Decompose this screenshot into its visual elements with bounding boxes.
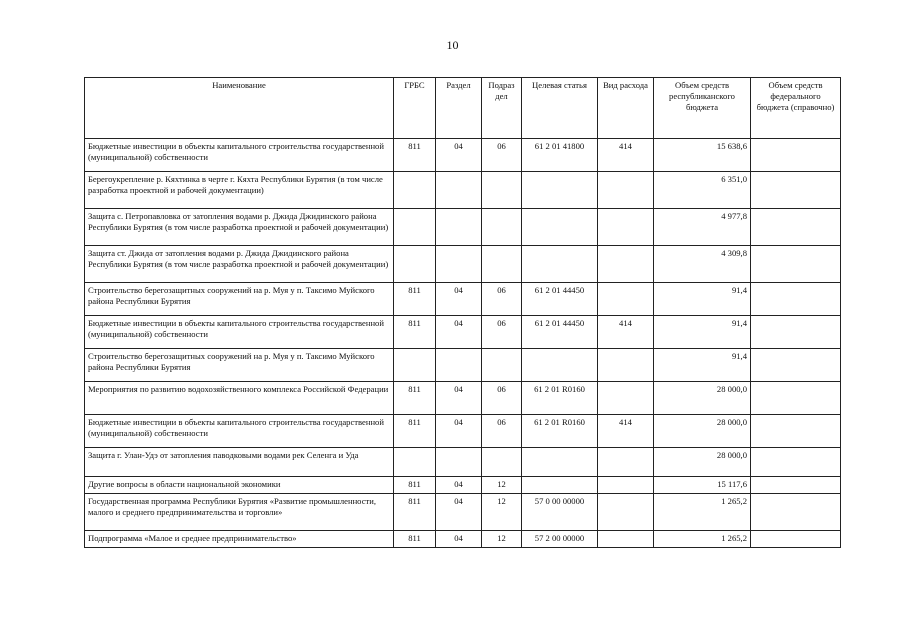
header-grbs: ГРБС: [394, 78, 436, 139]
cell-statya: [522, 246, 598, 283]
table-row: [85, 415, 841, 448]
cell-grbs: 811: [394, 415, 436, 448]
cell-federal-budget: [751, 172, 841, 209]
cell-statya: 61 2 01 R0160: [522, 382, 598, 415]
cell-name: Государственная программа Республики Бурятия «Развитие промышленности, малого и среднего предпринимательства и торговли»: [85, 494, 394, 531]
cell-federal-budget: [751, 531, 841, 548]
cell-grbs: [394, 448, 436, 477]
cell-grbs: 811: [394, 316, 436, 349]
table-row: [85, 349, 841, 382]
cell-vid: [598, 283, 654, 316]
cell-republic-budget: 1 265,2: [654, 531, 751, 548]
cell-statya: [522, 349, 598, 382]
cell-grbs: 811: [394, 283, 436, 316]
cell-podrazdel: 12: [482, 477, 522, 494]
cell-republic-budget: 28 000,0: [654, 415, 751, 448]
header-vid: Вид расхода: [598, 78, 654, 139]
cell-razdel: [436, 448, 482, 477]
cell-razdel: 04: [436, 382, 482, 415]
cell-republic-budget: 91,4: [654, 316, 751, 349]
table-row: [85, 448, 841, 477]
cell-podrazdel: [482, 172, 522, 209]
cell-federal-budget: [751, 448, 841, 477]
table-row: [85, 209, 841, 246]
cell-razdel: [436, 209, 482, 246]
header-federal-budget: Объем средств федерального бюджета (справочно): [751, 78, 841, 139]
cell-statya: [522, 209, 598, 246]
cell-republic-budget: 4 977,8: [654, 209, 751, 246]
cell-vid: [598, 349, 654, 382]
cell-podrazdel: [482, 349, 522, 382]
cell-vid: 414: [598, 415, 654, 448]
cell-statya: 61 2 01 41800: [522, 139, 598, 172]
cell-podrazdel: 06: [482, 283, 522, 316]
cell-razdel: 04: [436, 316, 482, 349]
header-statya: Целевая статья: [522, 78, 598, 139]
cell-republic-budget: 28 000,0: [654, 382, 751, 415]
cell-razdel: 04: [436, 283, 482, 316]
cell-statya: 61 2 01 44450: [522, 283, 598, 316]
cell-vid: [598, 209, 654, 246]
cell-republic-budget: 91,4: [654, 349, 751, 382]
cell-federal-budget: [751, 246, 841, 283]
cell-vid: [598, 382, 654, 415]
cell-statya: [522, 448, 598, 477]
page-number: 10: [446, 38, 459, 52]
header-name: Наименование: [85, 78, 394, 139]
cell-grbs: 811: [394, 531, 436, 548]
cell-podrazdel: 06: [482, 382, 522, 415]
cell-name: Строительство берегозащитных сооружений на р. Муя у п. Таксимо Муйского района Республики Бурятия: [85, 349, 394, 382]
cell-vid: [598, 494, 654, 531]
cell-podrazdel: 06: [482, 139, 522, 172]
cell-vid: [598, 448, 654, 477]
cell-statya: [522, 172, 598, 209]
cell-grbs: 811: [394, 382, 436, 415]
cell-podrazdel: 12: [482, 494, 522, 531]
cell-federal-budget: [751, 477, 841, 494]
cell-statya: 61 2 01 44450: [522, 316, 598, 349]
cell-name: Защита г. Улан-Удэ от затопления паводковыми водами рек Селенга и Уда: [85, 448, 394, 477]
cell-republic-budget: 91,4: [654, 283, 751, 316]
cell-razdel: [436, 172, 482, 209]
cell-podrazdel: 12: [482, 531, 522, 548]
cell-federal-budget: [751, 494, 841, 531]
cell-razdel: 04: [436, 477, 482, 494]
cell-name: Другие вопросы в области национальной экономики: [85, 477, 394, 494]
cell-vid: [598, 246, 654, 283]
cell-grbs: 811: [394, 494, 436, 531]
cell-name: Бюджетные инвестиции в объекты капитального строительства государственной (муниципальной) собственности: [85, 415, 394, 448]
cell-grbs: [394, 172, 436, 209]
cell-razdel: [436, 349, 482, 382]
cell-podrazdel: [482, 209, 522, 246]
cell-grbs: 811: [394, 139, 436, 172]
table-row: [85, 477, 841, 494]
cell-name: Подпрограмма «Малое и среднее предпринимательство»: [85, 531, 394, 548]
table-body: [85, 139, 841, 548]
cell-republic-budget: 15 117,6: [654, 477, 751, 494]
cell-vid: 414: [598, 316, 654, 349]
cell-razdel: 04: [436, 531, 482, 548]
table-row: [85, 283, 841, 316]
cell-vid: [598, 477, 654, 494]
cell-republic-budget: 4 309,8: [654, 246, 751, 283]
cell-name: Мероприятия по развитию водохозяйственного комплекса Российской Федерации: [85, 382, 394, 415]
cell-name: Бюджетные инвестиции в объекты капитального строительства государственной (муниципальной) собственности: [85, 139, 394, 172]
header-podrazdel: Подраз дел: [482, 78, 522, 139]
cell-grbs: [394, 246, 436, 283]
cell-federal-budget: [751, 283, 841, 316]
cell-grbs: [394, 209, 436, 246]
cell-statya: 61 2 01 R0160: [522, 415, 598, 448]
table-row: [85, 246, 841, 283]
cell-name: Берегоукрепление р. Кяхтинка в черте г. Кяхта Республики Бурятия (в том числе разработка проектной и рабочей документации): [85, 172, 394, 209]
header-razdel: Раздел: [436, 78, 482, 139]
table-row: [85, 494, 841, 531]
cell-grbs: 811: [394, 477, 436, 494]
table-row: [85, 531, 841, 548]
cell-podrazdel: 06: [482, 316, 522, 349]
cell-federal-budget: [751, 209, 841, 246]
cell-federal-budget: [751, 415, 841, 448]
cell-republic-budget: 1 265,2: [654, 494, 751, 531]
table-row: [85, 172, 841, 209]
cell-federal-budget: [751, 382, 841, 415]
cell-name: Строительство берегозащитных сооружений на р. Муя у п. Таксимо Муйского района Республики Бурятия: [85, 283, 394, 316]
cell-podrazdel: 06: [482, 415, 522, 448]
cell-razdel: 04: [436, 494, 482, 531]
cell-federal-budget: [751, 139, 841, 172]
cell-name: Защита ст. Джида от затопления водами р. Джида Джидинского района Республики Бурятия (в том числе разработка проектной и рабочей документации): [85, 246, 394, 283]
cell-vid: 414: [598, 139, 654, 172]
cell-podrazdel: [482, 246, 522, 283]
cell-razdel: 04: [436, 139, 482, 172]
header-republic-budget: Объем средств республиканского бюджета: [654, 78, 751, 139]
cell-republic-budget: 15 638,6: [654, 139, 751, 172]
cell-statya: 57 2 00 00000: [522, 531, 598, 548]
cell-podrazdel: [482, 448, 522, 477]
cell-name: Бюджетные инвестиции в объекты капитального строительства государственной (муниципальной) собственности: [85, 316, 394, 349]
cell-federal-budget: [751, 349, 841, 382]
cell-vid: [598, 172, 654, 209]
cell-republic-budget: 28 000,0: [654, 448, 751, 477]
cell-statya: [522, 477, 598, 494]
table-header-row: [85, 78, 841, 139]
table-row: [85, 139, 841, 172]
cell-statya: 57 0 00 00000: [522, 494, 598, 531]
cell-razdel: [436, 246, 482, 283]
budget-table: [84, 77, 841, 548]
table-row: [85, 382, 841, 415]
cell-republic-budget: 6 351,0: [654, 172, 751, 209]
cell-name: Защита с. Петропавловка от затопления водами р. Джида Джидинского района Республики Бурятия (в том числе разработка проектной и рабочей документации): [85, 209, 394, 246]
cell-federal-budget: [751, 316, 841, 349]
cell-vid: [598, 531, 654, 548]
cell-grbs: [394, 349, 436, 382]
cell-razdel: 04: [436, 415, 482, 448]
table-row: [85, 316, 841, 349]
